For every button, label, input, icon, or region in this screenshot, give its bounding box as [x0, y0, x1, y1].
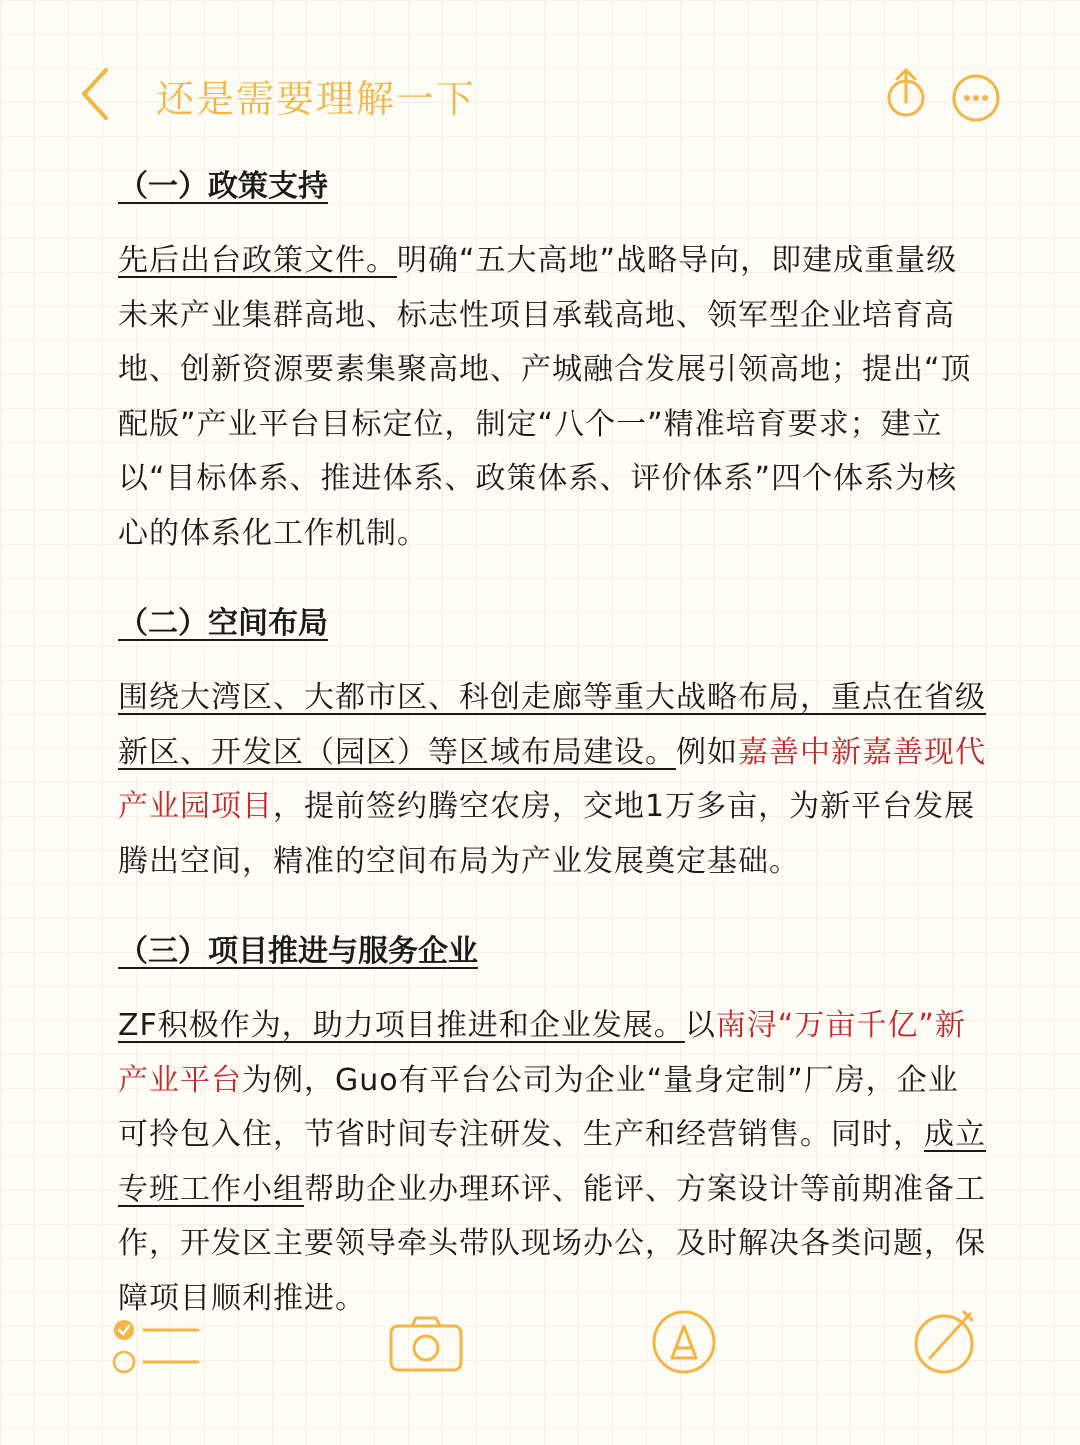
share-button[interactable] [878, 64, 934, 124]
markup-button[interactable] [650, 1308, 718, 1380]
section-heading: （三）项目推进与服务企业 [118, 934, 478, 969]
section-heading: （二）空间布局 [118, 606, 328, 641]
body-text: 例如 [676, 734, 738, 770]
highlighted-text: 南浔“万亩千亿”新产业平台 [118, 1008, 966, 1098]
section-paragraph [118, 234, 988, 561]
body-text: ，提前签约腾空农房，交地1万多亩，为新平台发展腾出空间，精准的空间布局为产业发展奠定基础。 [118, 789, 976, 879]
chevron-left-icon [70, 64, 130, 124]
body-text: 帮助企业办理环评、能评、方案设计等前期准备工作，开发区主要领导牵头带队现场办公，及时解决各类问题，保障项目顺利推进。 [118, 1171, 986, 1316]
checklist-button[interactable] [110, 1316, 202, 1384]
camera-button[interactable] [388, 1314, 464, 1378]
underlined-text: 围绕大湾区、大都市区、科创走廊等重大战略布局，重点在省级新区、开发区（园区）等区域布局建设。 [118, 680, 986, 770]
section-heading: （一）政策支持 [118, 169, 328, 204]
markup-icon [650, 1308, 718, 1376]
note-body[interactable] [118, 160, 988, 1326]
section-paragraph [118, 999, 988, 1326]
underlined-text: 先后出台政策文件。 [118, 243, 397, 278]
underlined-text: 成立专班工作小组 [118, 1117, 986, 1207]
more-icon [948, 70, 1004, 126]
body-text: 明确“五大高地”战略导向，即建成重量级未来产业集群高地、标志性项目承载高地、领军型企业培育高地、创新资源要素集聚高地、产城融合发展引领高地；提出“顶配版”产业平台目标定位，制定“八个一”精准培育要求；建立以“目标体系、推进体系、政策体系、评价体系”四个体系为核心的体系化工作机制。 [118, 243, 972, 551]
checklist-icon [110, 1316, 202, 1380]
body-text: 以 [684, 1008, 716, 1043]
highlighted-text: 嘉善中新嘉善现代产业园项目 [118, 734, 986, 824]
compose-button[interactable] [912, 1308, 980, 1380]
page-title: 还是需要理解一下 [156, 77, 477, 121]
body-text: 为例，Guo有平台公司为企业“量身定制”厂房，企业可拎包入住，节省时间专注研发、生产和经营销售。同时， [118, 1062, 959, 1152]
section-paragraph [118, 671, 988, 889]
back-button[interactable] [70, 64, 130, 124]
compose-icon [912, 1308, 980, 1376]
camera-icon [388, 1314, 464, 1374]
bottom-toolbar [0, 1300, 1080, 1400]
more-button[interactable] [948, 70, 1004, 126]
share-icon [878, 64, 934, 124]
underlined-text: ZF积极作为，助力项目推进和企业发展。 [118, 1008, 685, 1043]
